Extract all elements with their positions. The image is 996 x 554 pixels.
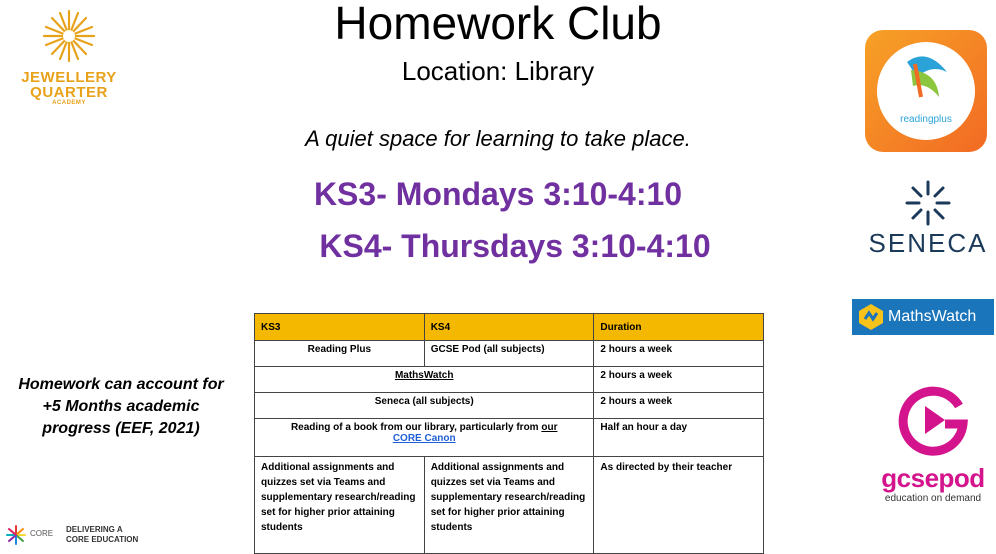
core-tagline-line2: CORE EDUCATION [66,535,139,544]
ks3-session: KS3- Mondays 3:10-4:10 [313,176,683,212]
core-canon-link[interactable]: CORE Canon [392,433,456,444]
seneca-star-icon [903,180,953,226]
tagline: A quiet space for learning to take place. [305,126,691,151]
cell-duration: 2 hours a week [594,393,764,419]
our-text: our [541,422,558,433]
ks4-session: KS4- Thursdays 3:10-4:10 [319,228,711,264]
core-logo [6,523,156,549]
table-row [255,419,764,457]
table-row [255,457,764,554]
table-header-row [255,314,764,341]
mathswatch-logo [852,299,994,335]
cell-ks4: Additional assignments and quizzes set via Teams and supplementary research/reading set for higher prior attaining students [424,457,594,554]
core-burst-icon [6,525,26,545]
seneca-logo [860,180,996,260]
cell-combined [255,367,594,393]
location-text: Location: Library [401,56,595,86]
reading-text: Reading of a book from our library, particularly from [290,422,542,433]
cell-duration: 2 hours a week [594,341,764,367]
core-tagline-line1: DELIVERING A [66,525,123,534]
readingplus-logo [865,30,987,152]
cell-ks4: GCSE Pod (all subjects) [424,341,594,367]
mathswatch-text: MathsWatch [394,370,454,381]
table-row [255,367,764,393]
readingplus-text: readingplus [900,114,952,125]
gcsepod-subtitle: education on demand [884,493,982,504]
core-word: CORE [30,529,54,538]
readingplus-badge [877,42,975,140]
table-row [255,341,764,367]
cell-combined: Seneca (all subjects) [255,393,594,419]
school-name-line1: JEWELLERY [21,69,117,86]
cell-ks3: Reading Plus [255,341,425,367]
school-name-line3: ACADEMY [52,100,86,106]
seneca-text: SENECA [868,228,988,258]
cell-ks3: Additional assignments and quizzes set via Teams and supplementary research/reading set for higher prior attaining students [255,457,425,554]
school-name-line2: QUARTER [30,84,108,101]
cell-duration: 2 hours a week [594,367,764,393]
page-title: Homework Club [334,0,662,49]
cell-combined [255,419,594,457]
header-ks3: KS3 [255,314,425,341]
header-ks4: KS4 [424,314,594,341]
table-row [255,393,764,419]
cell-duration: Half an hour a day [594,419,764,457]
mathswatch-text: MathsWatch [888,308,977,325]
gcsepod-logo [878,380,988,510]
homework-table [254,313,764,554]
gcsepod-play-icon [893,380,973,460]
gcsepod-text: gcsepod [881,463,985,493]
cell-duration: As directed by their teacher [594,457,764,554]
progress-note: Homework can account for +5 Months academic progress (EEF, 2021) [18,376,224,437]
readingplus-swirl-icon [877,42,975,112]
core-tagline [66,525,138,545]
mathswatch-hex-icon [857,303,885,331]
header-duration: Duration [594,314,764,341]
